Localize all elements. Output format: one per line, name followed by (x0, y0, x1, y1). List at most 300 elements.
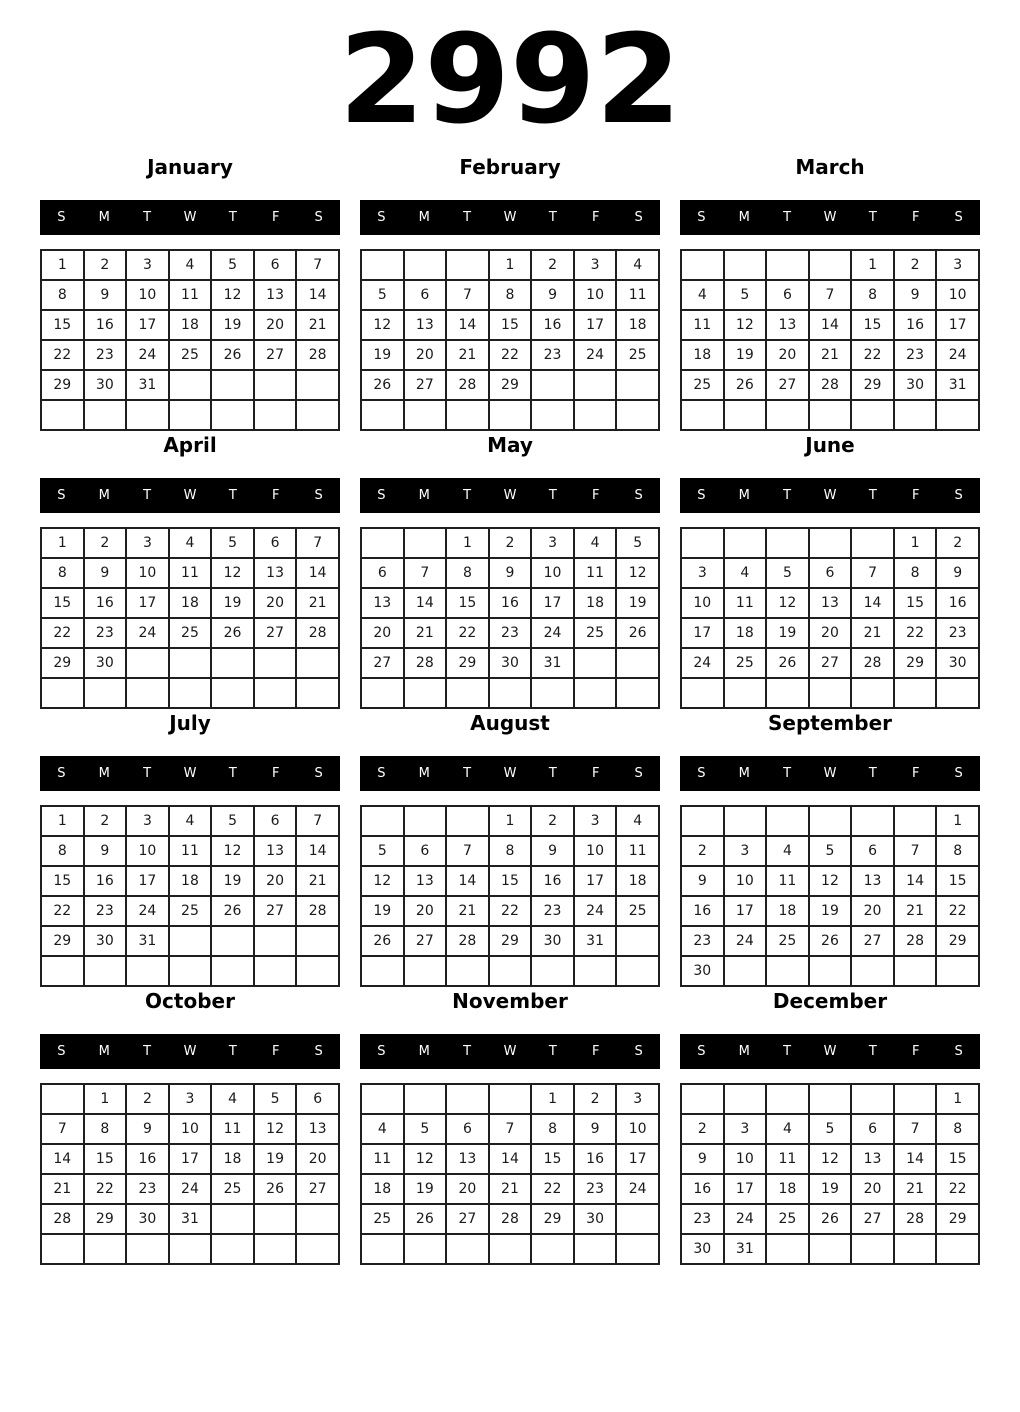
date-cell: 1 (41, 806, 84, 836)
week-row (681, 956, 979, 986)
date-cell: 18 (616, 310, 659, 340)
date-cell: 29 (894, 648, 937, 678)
date-cell: 6 (851, 1114, 894, 1144)
date-cell: 31 (126, 370, 169, 400)
date-cell: 27 (296, 1174, 339, 1204)
empty-date-cell (211, 370, 254, 400)
empty-date-cell (489, 400, 532, 430)
date-cell: 15 (531, 1144, 574, 1174)
empty-date-cell (41, 1234, 84, 1264)
empty-date-cell (574, 1234, 617, 1264)
weekday-label: S (697, 1044, 706, 1059)
date-cell: 16 (126, 1144, 169, 1174)
date-cell: 12 (361, 866, 404, 896)
date-cell: 19 (404, 1174, 447, 1204)
empty-date-cell (724, 250, 767, 280)
week-row (361, 1174, 659, 1204)
weekday-label: M (738, 766, 750, 781)
date-cell: 29 (446, 648, 489, 678)
month-october (40, 988, 340, 1266)
date-cell: 12 (254, 1114, 297, 1144)
empty-date-cell (681, 250, 724, 280)
date-cell: 24 (724, 1204, 767, 1234)
month-date-grid (40, 527, 340, 709)
date-cell: 21 (489, 1174, 532, 1204)
date-cell: 4 (211, 1084, 254, 1114)
date-cell: 6 (296, 1084, 339, 1114)
empty-date-cell (851, 956, 894, 986)
empty-date-cell (126, 956, 169, 986)
empty-date-cell (296, 1234, 339, 1264)
date-cell: 4 (574, 528, 617, 558)
date-cell: 17 (724, 1174, 767, 1204)
date-cell: 1 (894, 528, 937, 558)
date-cell: 2 (531, 250, 574, 280)
weekday-label: S (314, 210, 323, 225)
empty-date-cell (169, 370, 212, 400)
weekday-label: M (738, 1044, 750, 1059)
date-cell: 24 (126, 340, 169, 370)
month-date-grid (360, 249, 660, 431)
year-title-container (0, 0, 1020, 152)
date-cell: 6 (766, 280, 809, 310)
date-cell: 27 (851, 1204, 894, 1234)
date-cell: 3 (531, 528, 574, 558)
date-cell: 8 (531, 1114, 574, 1144)
empty-date-cell (851, 1234, 894, 1264)
date-cell: 10 (574, 280, 617, 310)
empty-date-cell (404, 400, 447, 430)
weekday-label: S (954, 766, 963, 781)
empty-date-cell (616, 400, 659, 430)
date-cell: 8 (936, 1114, 979, 1144)
date-cell: 3 (126, 528, 169, 558)
date-cell: 21 (41, 1174, 84, 1204)
date-cell: 28 (809, 370, 852, 400)
empty-date-cell (254, 926, 297, 956)
date-cell: 13 (361, 588, 404, 618)
empty-date-cell (616, 1234, 659, 1264)
week-row (41, 310, 339, 340)
date-cell: 5 (404, 1114, 447, 1144)
date-cell: 17 (936, 310, 979, 340)
week-row (41, 926, 339, 956)
date-cell: 12 (809, 866, 852, 896)
empty-date-cell (211, 1234, 254, 1264)
date-cell: 2 (531, 806, 574, 836)
date-cell: 22 (531, 1174, 574, 1204)
date-cell: 23 (489, 618, 532, 648)
weekday-label: F (591, 210, 600, 225)
empty-date-cell (296, 926, 339, 956)
date-cell: 23 (531, 340, 574, 370)
week-row (681, 648, 979, 678)
week-row (681, 558, 979, 588)
empty-date-cell (766, 400, 809, 430)
empty-date-cell (809, 1234, 852, 1264)
date-cell: 17 (126, 310, 169, 340)
weekday-label: F (271, 210, 280, 225)
date-cell: 27 (404, 926, 447, 956)
month-december (680, 988, 980, 1266)
date-cell: 12 (766, 588, 809, 618)
date-cell: 7 (851, 558, 894, 588)
date-cell: 28 (41, 1204, 84, 1234)
date-cell: 20 (254, 588, 297, 618)
date-cell: 20 (404, 896, 447, 926)
date-cell: 2 (84, 806, 127, 836)
weekday-label: F (591, 766, 600, 781)
empty-date-cell (361, 1234, 404, 1264)
week-row (41, 866, 339, 896)
date-cell: 16 (84, 310, 127, 340)
date-cell: 24 (126, 618, 169, 648)
weekday-label: W (823, 488, 837, 503)
empty-date-cell (41, 400, 84, 430)
date-cell: 2 (681, 836, 724, 866)
week-row (681, 280, 979, 310)
weekday-label: M (98, 1044, 110, 1059)
weekday-label: T (548, 766, 557, 781)
month-title: January (147, 155, 233, 179)
weekday-label: S (634, 1044, 643, 1059)
weekday-label: W (823, 1044, 837, 1059)
date-cell: 4 (724, 558, 767, 588)
week-row (41, 588, 339, 618)
date-cell: 30 (531, 926, 574, 956)
week-row (41, 1114, 339, 1144)
date-cell: 2 (126, 1084, 169, 1114)
date-cell: 8 (894, 558, 937, 588)
week-row (41, 528, 339, 558)
date-cell: 4 (169, 528, 212, 558)
date-cell: 19 (254, 1144, 297, 1174)
date-cell: 25 (724, 648, 767, 678)
date-cell: 9 (574, 1114, 617, 1144)
date-cell: 2 (894, 250, 937, 280)
date-cell: 13 (254, 280, 297, 310)
empty-date-cell (404, 250, 447, 280)
date-cell: 28 (446, 926, 489, 956)
date-cell: 13 (254, 836, 297, 866)
empty-date-cell (681, 678, 724, 708)
date-cell: 5 (361, 836, 404, 866)
empty-date-cell (809, 678, 852, 708)
date-cell: 4 (361, 1114, 404, 1144)
date-cell: 8 (489, 280, 532, 310)
empty-date-cell (766, 1234, 809, 1264)
date-cell: 6 (404, 280, 447, 310)
empty-date-cell (724, 400, 767, 430)
weekday-label: M (98, 210, 110, 225)
date-cell: 10 (126, 558, 169, 588)
month-date-grid (680, 1083, 980, 1265)
months-grid (0, 154, 1020, 1266)
week-row (361, 618, 659, 648)
empty-date-cell (211, 400, 254, 430)
week-row (361, 1204, 659, 1234)
date-cell: 27 (254, 896, 297, 926)
date-cell: 21 (851, 618, 894, 648)
empty-date-cell (361, 528, 404, 558)
date-cell: 1 (851, 250, 894, 280)
date-cell: 10 (126, 280, 169, 310)
weekday-label: W (823, 210, 837, 225)
weekday-label: T (868, 1044, 877, 1059)
date-cell: 5 (809, 836, 852, 866)
date-cell: 8 (41, 280, 84, 310)
empty-date-cell (84, 400, 127, 430)
date-cell: 17 (574, 310, 617, 340)
date-cell: 28 (296, 896, 339, 926)
date-cell: 26 (211, 896, 254, 926)
date-cell: 27 (254, 340, 297, 370)
date-cell: 25 (169, 618, 212, 648)
date-cell: 24 (724, 926, 767, 956)
empty-date-cell (936, 400, 979, 430)
date-cell: 1 (936, 806, 979, 836)
weekday-label: W (183, 210, 197, 225)
date-cell: 21 (404, 618, 447, 648)
date-cell: 16 (531, 866, 574, 896)
date-cell: 1 (936, 1084, 979, 1114)
date-cell: 18 (766, 1174, 809, 1204)
empty-date-cell (936, 956, 979, 986)
weekday-label: F (591, 488, 600, 503)
date-cell: 14 (446, 866, 489, 896)
empty-date-cell (126, 648, 169, 678)
date-cell: 6 (361, 558, 404, 588)
empty-date-cell (809, 250, 852, 280)
weekday-label: T (783, 1044, 792, 1059)
empty-date-cell (446, 1084, 489, 1114)
date-cell: 2 (84, 528, 127, 558)
week-row (361, 1144, 659, 1174)
empty-date-cell (84, 1234, 127, 1264)
weekday-label: T (228, 766, 237, 781)
weekday-label: S (314, 766, 323, 781)
week-row (41, 250, 339, 280)
empty-date-cell (169, 1234, 212, 1264)
date-cell: 30 (489, 648, 532, 678)
empty-date-cell (489, 1234, 532, 1264)
weekday-label: T (463, 488, 472, 503)
date-cell: 7 (894, 836, 937, 866)
empty-date-cell (254, 956, 297, 986)
date-cell: 10 (169, 1114, 212, 1144)
date-cell: 20 (851, 1174, 894, 1204)
empty-date-cell (531, 1234, 574, 1264)
date-cell: 30 (84, 370, 127, 400)
date-cell: 21 (296, 310, 339, 340)
week-row (681, 370, 979, 400)
date-cell: 2 (489, 528, 532, 558)
date-cell: 3 (681, 558, 724, 588)
date-cell: 12 (616, 558, 659, 588)
empty-date-cell (574, 400, 617, 430)
date-cell: 20 (361, 618, 404, 648)
weekday-header (680, 478, 980, 513)
date-cell: 25 (766, 926, 809, 956)
date-cell: 13 (254, 558, 297, 588)
date-cell: 4 (169, 806, 212, 836)
weekday-label: S (314, 488, 323, 503)
date-cell: 21 (296, 588, 339, 618)
month-january (40, 154, 340, 432)
weekday-label: W (503, 488, 517, 503)
date-cell: 11 (616, 280, 659, 310)
week-row (361, 588, 659, 618)
empty-date-cell (41, 956, 84, 986)
empty-date-cell (296, 648, 339, 678)
date-cell: 21 (296, 866, 339, 896)
date-cell: 26 (361, 370, 404, 400)
week-row (361, 836, 659, 866)
week-row (681, 340, 979, 370)
weekday-label: S (57, 488, 66, 503)
weekday-label: S (57, 1044, 66, 1059)
date-cell: 9 (681, 1144, 724, 1174)
date-cell: 8 (446, 558, 489, 588)
empty-date-cell (681, 1084, 724, 1114)
date-cell: 20 (254, 866, 297, 896)
month-february (360, 154, 660, 432)
date-cell: 15 (894, 588, 937, 618)
date-cell: 9 (531, 280, 574, 310)
date-cell: 31 (531, 648, 574, 678)
date-cell: 25 (169, 340, 212, 370)
date-cell: 25 (766, 1204, 809, 1234)
weekday-label: W (503, 210, 517, 225)
empty-date-cell (126, 1234, 169, 1264)
date-cell: 12 (361, 310, 404, 340)
date-cell: 14 (894, 1144, 937, 1174)
weekday-label: T (143, 766, 152, 781)
date-cell: 16 (84, 588, 127, 618)
date-cell: 11 (766, 1144, 809, 1174)
weekday-header (40, 478, 340, 513)
week-row (41, 280, 339, 310)
empty-date-cell (936, 1234, 979, 1264)
empty-date-cell (724, 956, 767, 986)
month-august (360, 710, 660, 988)
empty-date-cell (724, 806, 767, 836)
empty-date-cell (361, 1084, 404, 1114)
date-cell: 9 (84, 836, 127, 866)
empty-date-cell (936, 678, 979, 708)
empty-date-cell (809, 1084, 852, 1114)
date-cell: 21 (446, 340, 489, 370)
empty-date-cell (489, 678, 532, 708)
empty-date-cell (169, 678, 212, 708)
weekday-label: T (783, 488, 792, 503)
weekday-label: T (143, 210, 152, 225)
date-cell: 15 (489, 866, 532, 896)
weekday-label: T (228, 210, 237, 225)
date-cell: 13 (446, 1144, 489, 1174)
empty-date-cell (254, 1204, 297, 1234)
date-cell: 6 (404, 836, 447, 866)
date-cell: 22 (851, 340, 894, 370)
month-title: May (487, 433, 533, 457)
empty-date-cell (254, 678, 297, 708)
date-cell: 3 (936, 250, 979, 280)
week-row (361, 250, 659, 280)
empty-date-cell (724, 678, 767, 708)
empty-date-cell (681, 806, 724, 836)
week-row (361, 370, 659, 400)
empty-date-cell (446, 250, 489, 280)
date-cell: 4 (616, 250, 659, 280)
weekday-label: S (377, 488, 386, 503)
date-cell: 31 (936, 370, 979, 400)
date-cell: 19 (361, 896, 404, 926)
date-cell: 27 (361, 648, 404, 678)
date-cell: 20 (809, 618, 852, 648)
date-cell: 8 (851, 280, 894, 310)
date-cell: 30 (84, 648, 127, 678)
date-cell: 11 (766, 866, 809, 896)
date-cell: 8 (41, 836, 84, 866)
empty-date-cell (894, 806, 937, 836)
month-july (40, 710, 340, 988)
date-cell: 18 (169, 310, 212, 340)
date-cell: 22 (84, 1174, 127, 1204)
empty-date-cell (84, 678, 127, 708)
date-cell: 29 (936, 926, 979, 956)
date-cell: 14 (446, 310, 489, 340)
date-cell: 16 (936, 588, 979, 618)
month-september (680, 710, 980, 988)
weekday-label: S (954, 1044, 963, 1059)
weekday-label: T (548, 1044, 557, 1059)
date-cell: 16 (681, 1174, 724, 1204)
date-cell: 15 (446, 588, 489, 618)
date-cell: 27 (446, 1204, 489, 1234)
date-cell: 10 (531, 558, 574, 588)
empty-date-cell (169, 956, 212, 986)
date-cell: 6 (254, 806, 297, 836)
empty-date-cell (211, 678, 254, 708)
date-cell: 23 (84, 896, 127, 926)
weekday-header (360, 1034, 660, 1069)
month-date-grid (40, 249, 340, 431)
date-cell: 24 (169, 1174, 212, 1204)
weekday-label: T (868, 488, 877, 503)
date-cell: 9 (126, 1114, 169, 1144)
date-cell: 28 (446, 370, 489, 400)
weekday-label: T (463, 1044, 472, 1059)
empty-date-cell (894, 400, 937, 430)
week-row (41, 1084, 339, 1114)
empty-date-cell (211, 926, 254, 956)
week-row (361, 648, 659, 678)
week-row (361, 1114, 659, 1144)
weekday-label: F (271, 1044, 280, 1059)
date-cell: 20 (404, 340, 447, 370)
date-cell: 11 (574, 558, 617, 588)
empty-date-cell (169, 400, 212, 430)
date-cell: 16 (681, 896, 724, 926)
date-cell: 8 (489, 836, 532, 866)
week-row (361, 956, 659, 986)
date-cell: 3 (169, 1084, 212, 1114)
weekday-label: T (463, 210, 472, 225)
weekday-label: M (738, 488, 750, 503)
date-cell: 2 (681, 1114, 724, 1144)
date-cell: 15 (936, 866, 979, 896)
week-row (681, 1084, 979, 1114)
